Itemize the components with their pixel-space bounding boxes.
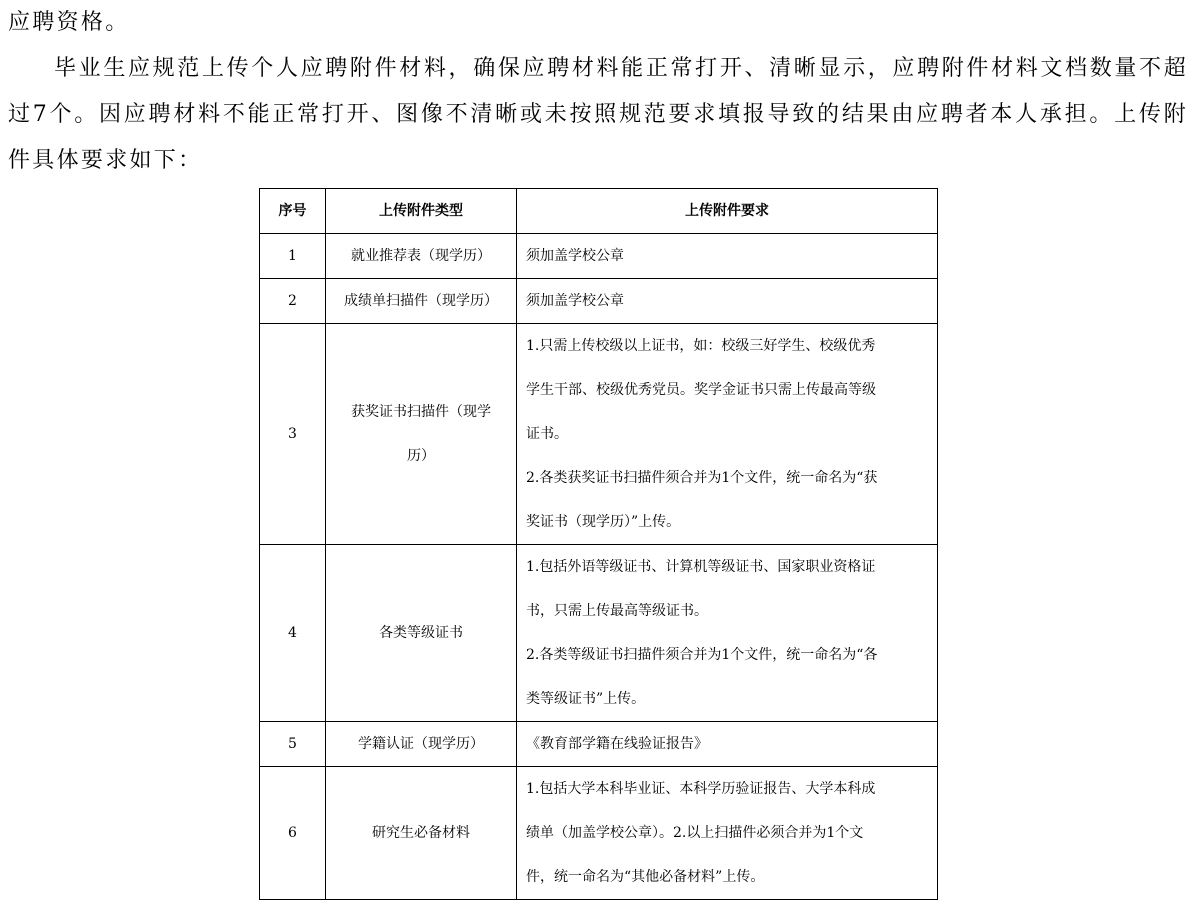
row-number: 6 — [260, 767, 326, 900]
attachment-type-line: 各类等级证书 — [379, 625, 463, 641]
requirement-line: 1.只需上传校级以上证书，如：校级三好学生、校级优秀 — [526, 338, 876, 354]
row-number: 1 — [260, 234, 326, 279]
attachment-type-line: 成绩单扫描件（现学历） — [344, 293, 498, 309]
attachment-requirement — [517, 234, 938, 279]
header-attachment-type: 上传附件类型 — [326, 189, 517, 234]
attachment-type-line: 获奖证书扫描件（现学 — [351, 404, 491, 420]
intro-paragraph: 毕业生应规范上传个人应聘附件材料，确保应聘材料能正常打开、清晰显示，应聘附件材料文档数量不超过7个。因应聘材料不能正常打开、图像不清晰或未按照规范要求填报导致的结果由应聘者本人承担。上传附件具体要求如下： — [8, 56, 1188, 173]
attachment-type — [326, 767, 517, 900]
table-row — [260, 279, 938, 324]
attachment-type — [326, 545, 517, 722]
requirement-line: 证书。 — [526, 426, 568, 442]
requirement-line: 须加盖学校公章 — [526, 248, 624, 264]
attachment-type-line: 历） — [407, 448, 435, 464]
attachment-requirement — [517, 545, 938, 722]
attachment-type — [326, 279, 517, 324]
row-number: 2 — [260, 279, 326, 324]
requirement-line: 须加盖学校公章 — [526, 293, 624, 309]
row-number: 4 — [260, 545, 326, 722]
attachment-type-line: 学籍认证（现学历） — [358, 736, 484, 752]
table-row — [260, 324, 938, 545]
attachment-type — [326, 722, 517, 767]
table-row — [260, 545, 938, 722]
requirement-line: 绩单（加盖学校公章）。2.以上扫描件必须合并为1个文 — [526, 825, 864, 841]
table-row — [260, 234, 938, 279]
attachment-requirement — [517, 279, 938, 324]
attachment-type — [326, 234, 517, 279]
requirement-line: 1.包括大学本科毕业证、本科学历验证报告、大学本科成 — [526, 781, 876, 797]
requirement-line: 2.各类获奖证书扫描件须合并为1个文件，统一命名为“获 — [526, 470, 878, 486]
requirement-line: 《教育部学籍在线验证报告》 — [526, 736, 708, 752]
requirement-line: 书，只需上传最高等级证书。 — [526, 603, 708, 619]
attachment-requirement — [517, 324, 938, 545]
requirement-line: 1.包括外语等级证书、计算机等级证书、国家职业资格证 — [526, 559, 876, 575]
requirement-line: 奖证书（现学历）”上传。 — [526, 514, 681, 530]
requirement-line: 学生干部、校级优秀党员。奖学金证书只需上传最高等级 — [526, 382, 876, 398]
row-number: 5 — [260, 722, 326, 767]
attachment-type-line: 就业推荐表（现学历） — [351, 248, 491, 264]
requirement-line: 件，统一命名为“其他必备材料”上传。 — [526, 869, 765, 885]
table-row — [260, 767, 938, 900]
row-number: 3 — [260, 324, 326, 545]
attachment-requirement — [517, 722, 938, 767]
upload-requirements-table — [259, 188, 938, 900]
attachment-requirement — [517, 767, 938, 900]
table-header-row — [260, 189, 938, 234]
table-row — [260, 722, 938, 767]
requirement-line: 类等级证书”上传。 — [526, 691, 646, 707]
intro-line: 应聘资格。 — [8, 10, 130, 35]
attachment-type-line: 研究生必备材料 — [372, 825, 470, 841]
header-number: 序号 — [260, 189, 326, 234]
header-attachment-requirement: 上传附件要求 — [517, 189, 938, 234]
attachment-type — [326, 324, 517, 545]
requirement-line: 2.各类等级证书扫描件须合并为1个文件，统一命名为“各 — [526, 647, 878, 663]
